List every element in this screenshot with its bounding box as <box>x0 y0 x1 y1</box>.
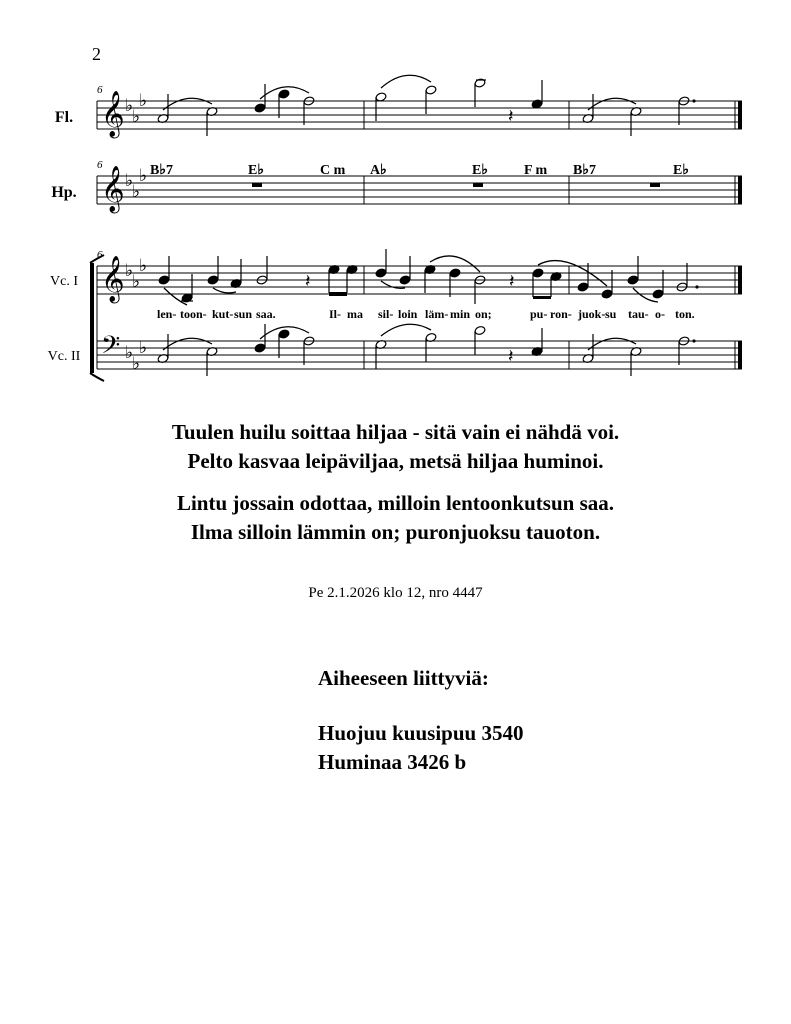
treble-clef-icon: 𝄞 <box>101 166 125 212</box>
key-signature-icon <box>125 91 147 374</box>
lyric-syllable: ron- <box>550 307 572 321</box>
svg-text:♭: ♭ <box>125 343 134 363</box>
lyric-syllable: sil- <box>378 307 394 321</box>
lyric-syllable: pu- <box>530 307 548 321</box>
measure-number: 6 <box>97 159 103 171</box>
lyric-syllable: loin <box>398 307 418 321</box>
bass-clef-icon: 𝄢 <box>101 331 121 366</box>
staff-label-cello-2: Vc. II <box>47 349 81 364</box>
lyric-syllable: Il- <box>329 307 341 321</box>
svg-text:♭: ♭ <box>132 354 141 374</box>
lyric-syllable: saa. <box>256 307 276 321</box>
poem-stanza-1 <box>0 418 791 476</box>
music-score <box>0 0 791 400</box>
staff-label-flute: Fl. <box>54 109 74 126</box>
svg-text:♭: ♭ <box>139 256 148 276</box>
lyric-syllable: kut- <box>212 307 234 321</box>
related-item: Huminaa 3426 b <box>318 750 467 774</box>
lyric-syllable: on; <box>475 307 492 321</box>
cello1-notes <box>158 249 688 304</box>
svg-text:♭: ♭ <box>132 272 141 292</box>
whole-rests <box>252 183 660 187</box>
lyric-syllable: läm- <box>425 307 449 321</box>
svg-text:𝄽: 𝄽 <box>508 106 514 127</box>
svg-text:♭: ♭ <box>125 171 134 191</box>
staff-label-cello-1: Vc. I <box>50 274 78 289</box>
lyric-syllable: juok- <box>578 307 606 321</box>
lyric-syllable: o- <box>655 307 665 321</box>
chord-symbol: E♭ <box>248 163 264 178</box>
flute-slurs <box>163 75 636 110</box>
poem-line: Tuulen huilu soittaa hiljaa - sitä vain ei nähdä voi. <box>171 420 620 444</box>
svg-text:♭: ♭ <box>125 96 134 116</box>
final-barlines <box>738 101 742 369</box>
related-section <box>318 664 523 777</box>
treble-clef-icon: 𝄞 <box>101 256 125 302</box>
svg-text:𝄽: 𝄽 <box>509 271 515 292</box>
related-heading: Aiheeseen liittyviä: <box>318 666 489 690</box>
lyric-syllable: len- <box>157 307 177 321</box>
staff-label-harp: Hp. <box>51 184 77 201</box>
svg-text:♭: ♭ <box>132 182 141 202</box>
svg-text:𝄽: 𝄽 <box>508 346 514 367</box>
cello2-slurs <box>163 324 636 350</box>
lyrics <box>157 307 695 321</box>
staff-lines <box>97 101 742 369</box>
svg-text:♭: ♭ <box>139 91 148 111</box>
chord-symbol: A♭ <box>370 163 387 178</box>
chord-symbol: E♭ <box>472 163 488 178</box>
chord-symbol: E♭ <box>673 163 689 178</box>
lyric-syllable: su <box>605 307 617 321</box>
flute-notes <box>157 78 690 136</box>
svg-text:♭: ♭ <box>125 261 134 281</box>
barlines <box>97 101 735 369</box>
poem-line: Lintu jossain odottaa, milloin lentoonkutsun saa. <box>176 491 615 515</box>
chord-symbol: C m <box>320 163 346 178</box>
lyric-syllable: ton. <box>675 307 695 321</box>
poem-line: Ilma silloin lämmin on; puronjuoksu tauoton. <box>190 520 601 544</box>
measure-number: 6 <box>97 249 103 261</box>
svg-text:𝄽: 𝄽 <box>305 271 311 292</box>
chord-symbol: F m <box>524 163 548 178</box>
measure-number: 6 <box>97 84 103 96</box>
related-item: Huojuu kuusipuu 3540 <box>318 721 524 745</box>
cello2-notes <box>157 324 690 376</box>
date-line: Pe 2.1.2026 klo 12, nro 4447 <box>308 585 483 601</box>
svg-text:♭: ♭ <box>132 107 141 127</box>
lyric-syllable: ma <box>347 307 363 321</box>
poem-stanza-2 <box>0 489 791 547</box>
treble-clef-icon: 𝄞 <box>101 91 125 137</box>
chord-symbol: B♭7 <box>150 163 173 178</box>
svg-text:♭: ♭ <box>139 338 148 358</box>
lyric-syllable: toon- <box>180 307 207 321</box>
svg-text:♭: ♭ <box>139 166 148 186</box>
lyric-syllable: tau- <box>628 307 649 321</box>
lyric-syllable: min <box>450 307 471 321</box>
chord-symbol: B♭7 <box>573 163 596 178</box>
lyric-syllable: sun <box>234 307 253 321</box>
poem-line: Pelto kasvaa leipäviljaa, metsä hiljaa huminoi. <box>187 449 604 473</box>
page-number: 2 <box>92 44 101 64</box>
